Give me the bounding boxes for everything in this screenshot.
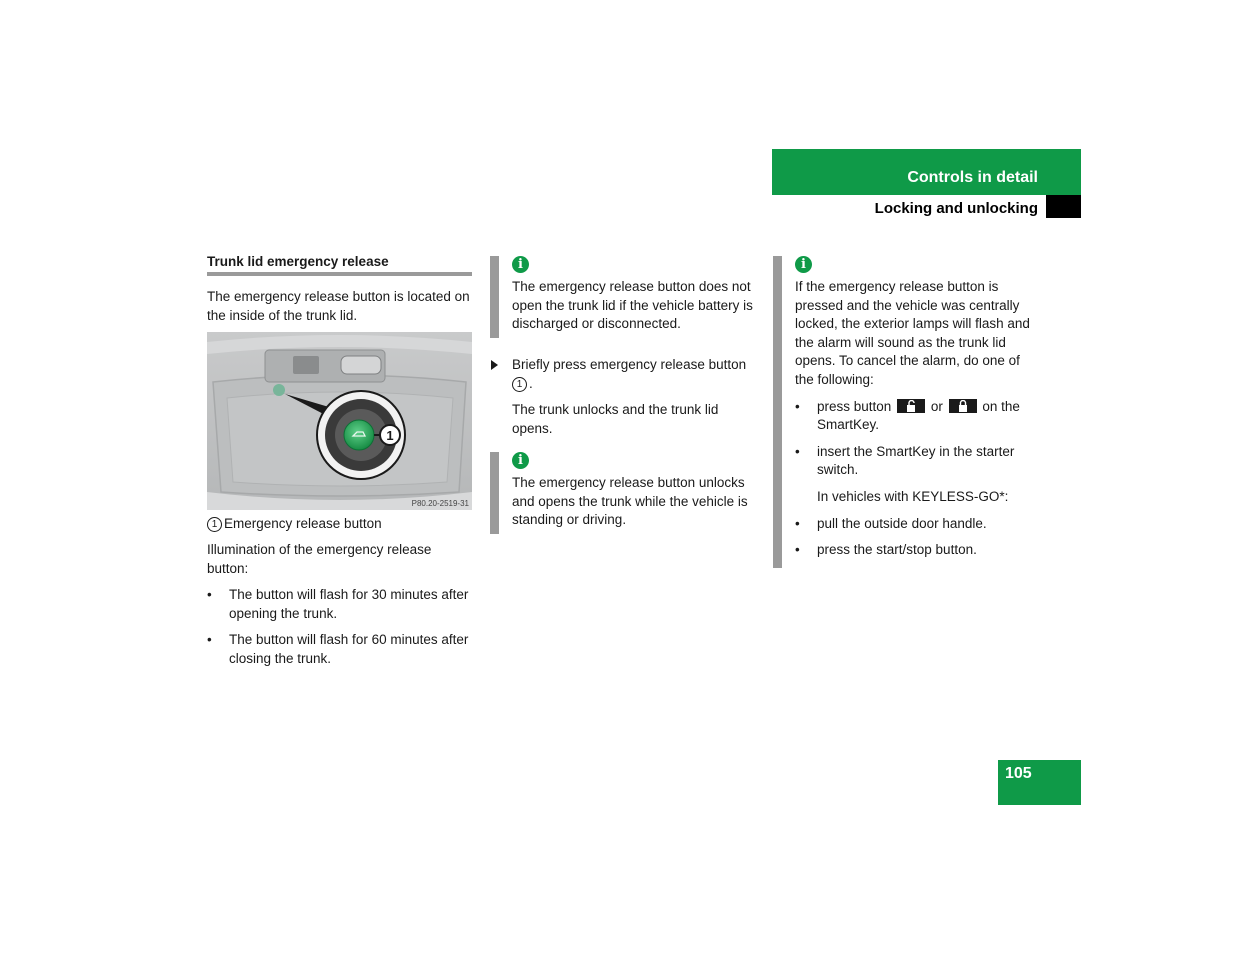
page-number: 105 [998,760,1081,805]
info-note-driving [490,452,758,534]
step-callout: 1 [512,377,527,392]
section-marker [1046,195,1081,218]
info-note-alarm [773,256,1041,568]
step-item: Briefly press emergency release button 1 . [490,356,758,393]
list-item: • The button will flash for 60 minutes after closing the trunk. [207,631,472,668]
b1-pre: press button [817,398,892,414]
chapter-title: Controls in detail [907,169,1038,186]
note-text: The emergency release button does not open the trunk lid if the vehicle battery is discharged or disconnected. [512,279,753,332]
step-text: Briefly press emergency release button [512,357,747,372]
list-item: • pull the outside door handle. [795,515,1041,534]
image-caption [207,515,472,534]
illumination-section [207,541,472,677]
b1-mid: or [930,398,943,414]
note-text: If the emergency release button is pressed and the vehicle was centrally locked, the exterior lamps will flash and the alarm will sound as the trunk lid opens. To cancel the alarm, do one of the following: [795,279,1030,387]
b1-post: on the SmartKey. [817,398,1020,433]
caption-text: Emergency release button [224,516,382,531]
chapter-header [772,149,1081,195]
image-code: P80.20-2519-31 [411,499,469,508]
list-item: • insert the SmartKey in the starter switch. [795,443,1041,480]
lock-icon [949,399,977,413]
note-text: The emergency release button unlocks and opens the trunk while the vehicle is standing or driving. [512,475,748,528]
list-item [795,398,1041,435]
keyless-note: In vehicles with KEYLESS-GO*: [817,488,1009,504]
list-item: • press the start/stop button. [795,541,1041,560]
illumination-text: Illumination of the emergency release button: [207,542,432,576]
instruction-step [490,356,758,438]
trunk-lid-image [207,332,472,510]
list-item: • The button will flash for 30 minutes after opening the trunk. [207,586,472,623]
step-result: The trunk unlocks and the trunk lid opens. [512,402,719,436]
trunk-release-heading: Trunk lid emergency release [207,254,472,276]
intro-paragraph: The emergency release button is located on the inside of the trunk lid. [207,289,470,323]
info-icon: i [512,452,529,469]
info-icon: i [795,256,812,273]
info-icon: i [512,256,529,273]
section-title-header: Locking and unlocking [874,200,1038,217]
callout-number: 1 [386,428,394,443]
caption-callout: 1 [207,517,222,532]
trunk-lid-illustration [207,332,472,510]
unlock-icon [897,399,925,413]
info-note-battery [490,256,758,338]
